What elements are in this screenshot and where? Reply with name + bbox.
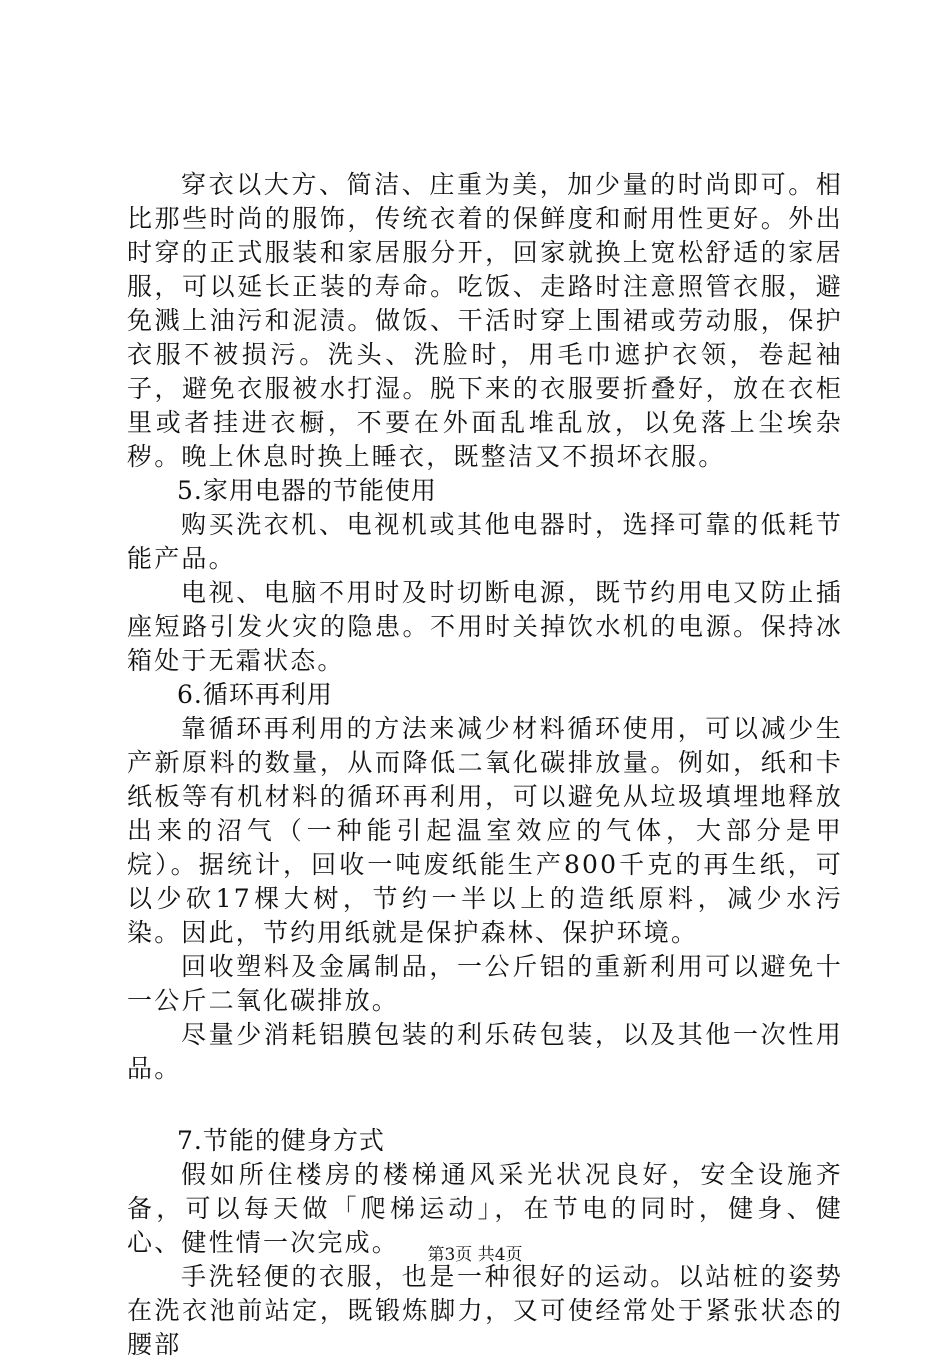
- paragraph-clothing-care: 穿衣以大方、简洁、庄重为美，加少量的时尚即可。相比那些时尚的服饰，传统衣着的保鲜度和耐用性更好。外出时穿的正式服装和家居服分开，回家就换上宽松舒适的家居服，可以延长正装的寿命。吃饭、走路时注意照管衣服，避免溅上油污和泥渍。做饭、干活时穿上围裙或劳动服，保护衣服不被损污。洗头、洗脸时，用毛巾遮护衣领，卷起袖子，避免衣服被水打湿。脱下来的衣服要折叠好，放在衣柜里或者挂进衣橱，不要在外面乱堆乱放，以免落上尘埃杂秽。晚上休息时换上睡衣，既整洁又不损坏衣服。: [127, 170, 843, 471]
- paragraph-recycling-paper: 靠循环再利用的方法来减少材料循环使用，可以减少生产新原料的数量，从而降低二氧化碳排放量。例如，纸和卡纸板等有机材料的循环再利用，可以避免从垃圾填埋地释放出来的沼气（一种能引起温室效应的气体，大部分是甲烷）。据统计，回收一吨废纸能生产800千克的再生纸，可以少砍17棵大树，节约一半以上的造纸原料，减少水污染。因此，节约用纸就是保护森林、保护环境。: [127, 714, 843, 947]
- paragraph-stair-exercise: 假如所住楼房的楼梯通风采光状况良好，安全设施齐备，可以每天做「爬梯运动」，在节电的同时，健身、健心、健性情一次完成。: [127, 1160, 843, 1257]
- paragraph-reduce-packaging: 尽量少消耗铝膜包装的利乐砖包装，以及其他一次性用品。: [127, 1020, 843, 1083]
- paragraph-recycling-metal: 回收塑料及金属制品，一公斤铝的重新利用可以避免十一公斤二氧化碳排放。: [127, 952, 843, 1015]
- section-heading-fitness: 7.节能的健身方式: [177, 1126, 385, 1155]
- paragraph-gap: [127, 1086, 843, 1124]
- page-number-footer: 第3页 共4页: [427, 1245, 523, 1265]
- paragraph-hand-washing: 手洗轻便的衣服，也是一种很好的运动。以站桩的姿势在洗衣池前站定，既锻炼脚力，又可使经常处于紧张状态的腰部: [127, 1262, 843, 1359]
- section-heading-recycling: 6.循环再利用: [177, 680, 333, 709]
- paragraph-buy-appliances: 购买洗衣机、电视机或其他电器时，选择可靠的低耗节能产品。: [127, 510, 843, 573]
- document-body: [127, 168, 843, 1362]
- section-heading-appliances: 5.家用电器的节能使用: [177, 476, 437, 505]
- paragraph-power-off: 电视、电脑不用时及时切断电源，既节约用电又防止插座短路引发火灾的隐患。不用时关掉饮水机的电源。保持冰箱处于无霜状态。: [127, 578, 843, 675]
